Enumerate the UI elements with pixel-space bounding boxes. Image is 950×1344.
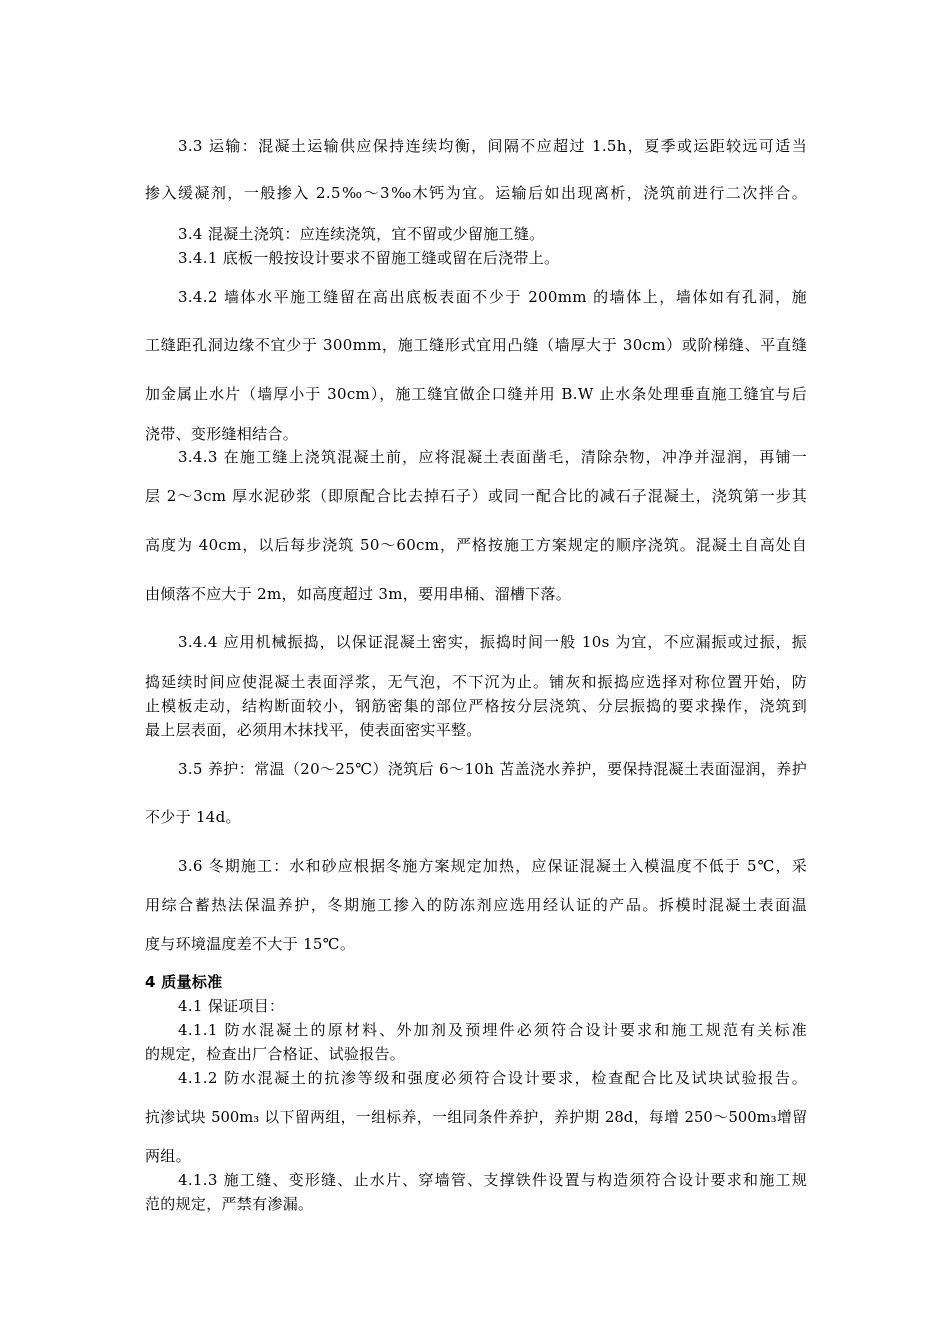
text-line: 3.4.2 墙体水平施工缝留在高出底板表面不少于 200mm 的墙体上，墙体如有孔洞，施	[178, 288, 807, 306]
text-line: 3.4.1 底板一般按设计要求不留施工缝或留在后浇带上。	[178, 249, 560, 267]
text-line: 的规定，检查出厂合格证、试验报告。	[145, 1045, 406, 1063]
text-line: 加金属止水片（墙厚小于 30cm），施工缝宜做企口缝并用 B.W 止水条处理垂直施工缝宜与后	[145, 385, 807, 403]
text-line: 两组。	[145, 1147, 191, 1165]
text-line: 4.1.2 防水混凝土的抗渗等级和强度必须符合设计要求，检查配合比及试块试验报告。	[178, 1069, 807, 1087]
text-line: 掺入缓凝剂，一般掺入 2.5‰～3‰木钙为宜。运输后如出现离析，浇筑前进行二次拌合。	[145, 184, 807, 202]
text-line: 用综合蓄热法保温养护，冬期施工掺入的防冻剂应选用经认证的产品。拆模时混凝土表面温	[145, 896, 807, 914]
text-line: 范的规定，严禁有渗漏。	[145, 1195, 314, 1213]
text-line: 层 2～3cm 厚水泥砂浆（即原配合比去掉石子）或同一配合比的减石子混凝土，浇筑第一步其	[145, 487, 807, 505]
text-line: 最上层表面，必须用木抹找平，使表面密实平整。	[145, 721, 482, 739]
text-line: 浇带、变形缝相结合。	[145, 425, 299, 443]
text-line: 3.4 混凝土浇筑：应连续浇筑，宜不留或少留施工缝。	[178, 225, 545, 243]
text-line: 由倾落不应大于 2m，如高度超过 3m，要用串桶、溜槽下落。	[145, 585, 572, 603]
text-line: 4.1.1 防水混凝土的原材料、外加剂及预埋件必须符合设计要求和施工规范有关标准	[178, 1021, 807, 1039]
text-line: 3.4.3 在施工缝上浇筑混凝土前，应将混凝土表面凿毛，清除杂物，冲净并湿润，再铺一	[178, 448, 807, 466]
text-line: 抗渗试块 500m₃ 以下留两组，一组标养，一组同条件养护，养护期 28d，每增 250～500m₃增留	[145, 1109, 807, 1126]
text-line: 3.6 冬期施工：水和砂应根据冬施方案规定加热，应保证混凝土入模温度不低于 5℃，采	[178, 857, 807, 875]
text-line: 3.3 运输：混凝土运输供应保持连续均衡，间隔不应超过 1.5h，夏季或运距较远可适当	[178, 137, 807, 155]
text-line: 高度为 40cm，以后每步浇筑 50～60cm，严格按施工方案规定的顺序浇筑。混凝土自高处自	[145, 536, 807, 554]
text-line: 4.1.3 施工缝、变形缝、止水片、穿墙管、支撑铁件设置与构造须符合设计要求和施工规	[178, 1171, 807, 1189]
text-line: 3.5 养护：常温（20～25℃）浇筑后 6～10h 苫盖浇水养护，要保持混凝土表面湿润，养护	[178, 760, 807, 778]
text-line: 捣延续时间应使混凝土表面浮浆，无气泡，不下沉为止。铺灰和振捣应选择对称位置开始，防	[145, 673, 807, 691]
section-heading: 4 质量标准	[145, 973, 223, 991]
text-line: 不少于 14d。	[145, 808, 241, 826]
text-line: 3.4.4 应用机械振捣，以保证混凝土密实，振捣时间一般 10s 为宜，不应漏振或过振，振	[178, 633, 807, 651]
text-line: 止模板走动，结构断面较小，钢筋密集的部位严格按分层浇筑、分层振捣的要求操作，浇筑到	[145, 697, 807, 715]
text-line: 度与环境温度差不大于 15℃。	[145, 935, 356, 953]
text-line: 4.1 保证项目：	[178, 997, 285, 1015]
text-line: 工缝距孔洞边缘不宜少于 300mm，施工缝形式宜用凸缝（墙厚大于 30cm）或阶梯缝、平直缝	[145, 336, 807, 354]
